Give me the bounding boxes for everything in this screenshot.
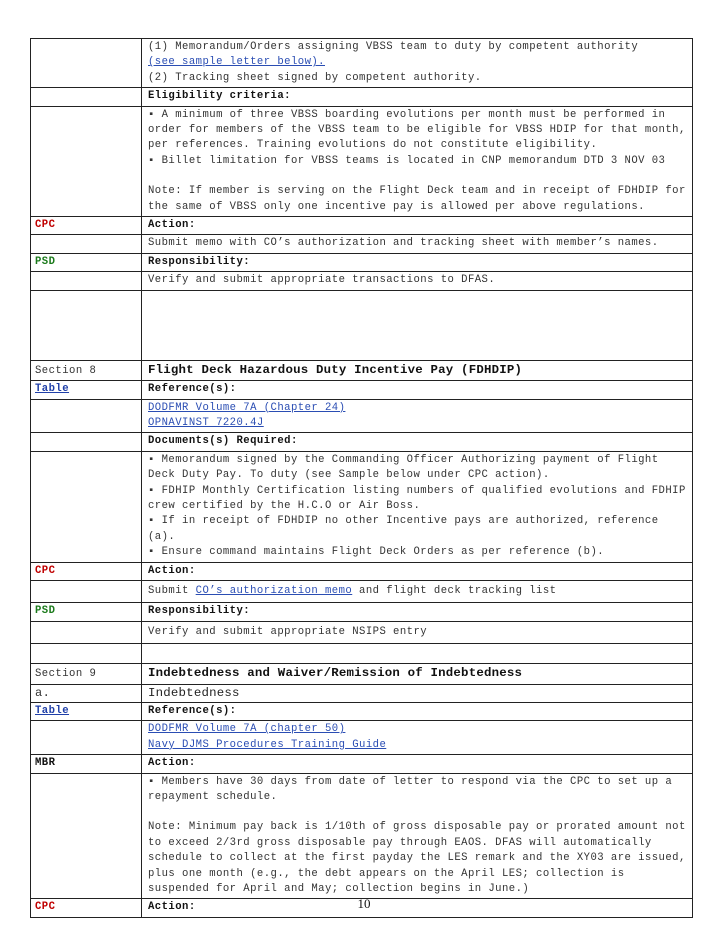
left-cell — [31, 433, 142, 451]
action-header: Action: — [142, 755, 693, 773]
references-header: Reference(s): — [142, 381, 693, 399]
table-row — [31, 684, 693, 702]
reference-link[interactable]: DODFMR Volume 7A (chapter 50) — [148, 723, 346, 736]
doc-line: (2) Tracking sheet signed by competent authority. — [148, 71, 482, 84]
table-row — [31, 721, 693, 755]
blank-row — [31, 290, 693, 360]
action-text-post: and flight deck tracking list — [352, 584, 557, 597]
responsibility-header: Responsibility: — [142, 603, 693, 621]
references-cell — [142, 399, 693, 433]
table-row — [31, 106, 693, 216]
left-cell — [31, 272, 142, 290]
table-link[interactable]: Table — [35, 383, 70, 396]
bullet-text: ▪ Billet limitation for VBSS teams is located in CNP memorandum DTD 3 NOV 03 — [148, 154, 666, 167]
table-label[interactable] — [31, 703, 142, 721]
left-cell — [31, 580, 142, 602]
table-row — [31, 703, 693, 721]
eligibility-cell — [142, 106, 693, 216]
subsection-title: Indebtedness — [142, 684, 693, 702]
table-row — [31, 562, 693, 580]
blank-cell — [142, 644, 693, 664]
action-text: Submit memo with CO’s authorization and tracking sheet with member’s names. — [142, 235, 693, 253]
section-title: Flight Deck Hazardous Duty Incentive Pay (FDHDIP) — [142, 360, 693, 380]
role-cpc: CPC — [31, 562, 142, 580]
authorization-memo-link[interactable]: CO’s authorization memo — [195, 584, 353, 597]
document-table-wrapper — [30, 38, 692, 918]
responsibility-text: Verify and submit appropriate NSIPS entry — [142, 621, 693, 643]
reference-link[interactable]: DODFMR Volume 7A (Chapter 24) — [148, 401, 346, 414]
documents-header: Documents(s) Required: — [142, 433, 693, 451]
left-cell — [31, 773, 142, 899]
section-title: Indebtedness and Waiver/Remission of Indebtedness — [142, 664, 693, 684]
table-row — [31, 235, 693, 253]
table-label[interactable] — [31, 381, 142, 399]
action-header: Action: — [142, 217, 693, 235]
table-row — [31, 433, 693, 451]
procedure-table — [30, 38, 693, 918]
table-row — [31, 621, 693, 643]
bullet-text: ▪ Memorandum signed by the Commanding Officer Authorizing payment of Flight Deck Duty Pay. To duty (see Sample below under CPC action). — [148, 453, 659, 482]
role-cpc: CPC — [31, 217, 142, 235]
action-header: Action: — [142, 899, 693, 917]
left-cell — [31, 399, 142, 433]
role-mbr: MBR — [31, 755, 142, 773]
reference-link[interactable]: Navy DJMS Procedures Training Guide — [148, 738, 387, 751]
left-cell — [31, 721, 142, 755]
doc-line: (1) Memorandum/Orders assigning VBSS team to duty by competent authority — [148, 41, 639, 53]
table-row — [31, 253, 693, 271]
action-text — [142, 773, 693, 899]
table-link[interactable]: Table — [35, 705, 70, 717]
table-row — [31, 39, 693, 88]
table-row — [31, 88, 693, 106]
responsibility-header: Responsibility: — [142, 253, 693, 271]
left-cell — [31, 235, 142, 253]
table-row — [31, 381, 693, 399]
references-cell — [142, 721, 693, 755]
references-header: Reference(s): — [142, 703, 693, 721]
role-cpc: CPC — [31, 899, 142, 917]
bullet-text: ▪ FDHIP Monthly Certification listing numbers of qualified evolutions and FDHIP crew certified by the H.C.O or Air Boss. — [148, 484, 686, 512]
action-text-pre: Submit — [148, 584, 196, 597]
page-number: 10 — [357, 896, 371, 911]
bullet-text: ▪ Members have 30 days from date of letter to respond via the CPC to set up a repayment schedule. — [148, 775, 673, 804]
blank-cell — [142, 290, 693, 360]
note-text: Note: Minimum pay back is 1/10th of gross disposable pay or prorated amount not to exceed 2/3rd gross disposable pay through EAOS. DFAS will automatically schedule to collect at the first payday the LES remark and the XY03 are issued, plus one month (e.g., the debt appears on the April LES; collection is suspended for April and May; collection begins in June.) — [148, 821, 686, 896]
note-text: Note: If member is serving on the Flight Deck team and in receipt of FDHDIP for the same of VBSS only one incentive pay is allowed per above regulations. — [148, 185, 686, 213]
documents-cell — [142, 451, 693, 562]
action-header: Action: — [142, 562, 693, 580]
left-cell — [31, 451, 142, 562]
left-cell — [31, 106, 142, 216]
left-cell — [31, 88, 142, 106]
responsibility-text: Verify and submit appropriate transactions to DFAS. — [142, 272, 693, 290]
action-text — [142, 580, 693, 602]
left-cell — [31, 644, 142, 664]
blank-row — [31, 644, 693, 664]
role-psd: PSD — [31, 253, 142, 271]
bullet-text: ▪ A minimum of three VBSS boarding evolutions per month must be performed in order for members of the VBSS team to be eligible for VBSS HDIP for that month, per references. Training evolutions do not constitute eligibility. — [148, 108, 686, 152]
documents-cell — [142, 39, 693, 88]
section-row — [31, 360, 693, 380]
section-label: Section 8 — [31, 360, 142, 380]
table-row — [31, 272, 693, 290]
subsection-label: a. — [31, 684, 142, 702]
table-row — [31, 603, 693, 621]
table-row — [31, 580, 693, 602]
bullet-text: ▪ If in receipt of FDHDIP no other Incentive pays are authorized, reference (a). — [148, 515, 659, 543]
section-label: Section 9 — [31, 664, 142, 684]
left-cell — [31, 290, 142, 360]
left-cell — [31, 621, 142, 643]
left-cell — [31, 39, 142, 88]
section-row — [31, 664, 693, 684]
bullet-text: ▪ Ensure command maintains Flight Deck Orders as per reference (b). — [148, 546, 605, 559]
table-row — [31, 451, 693, 562]
table-row — [31, 755, 693, 773]
reference-link[interactable]: OPNAVINST 7220.4J — [148, 416, 264, 429]
eligibility-header: Eligibility criteria: — [142, 88, 693, 106]
table-row — [31, 773, 693, 899]
role-psd: PSD — [31, 603, 142, 621]
table-row — [31, 399, 693, 433]
table-row — [31, 217, 693, 235]
sample-letter-link[interactable]: (see sample letter below). — [148, 56, 325, 69]
